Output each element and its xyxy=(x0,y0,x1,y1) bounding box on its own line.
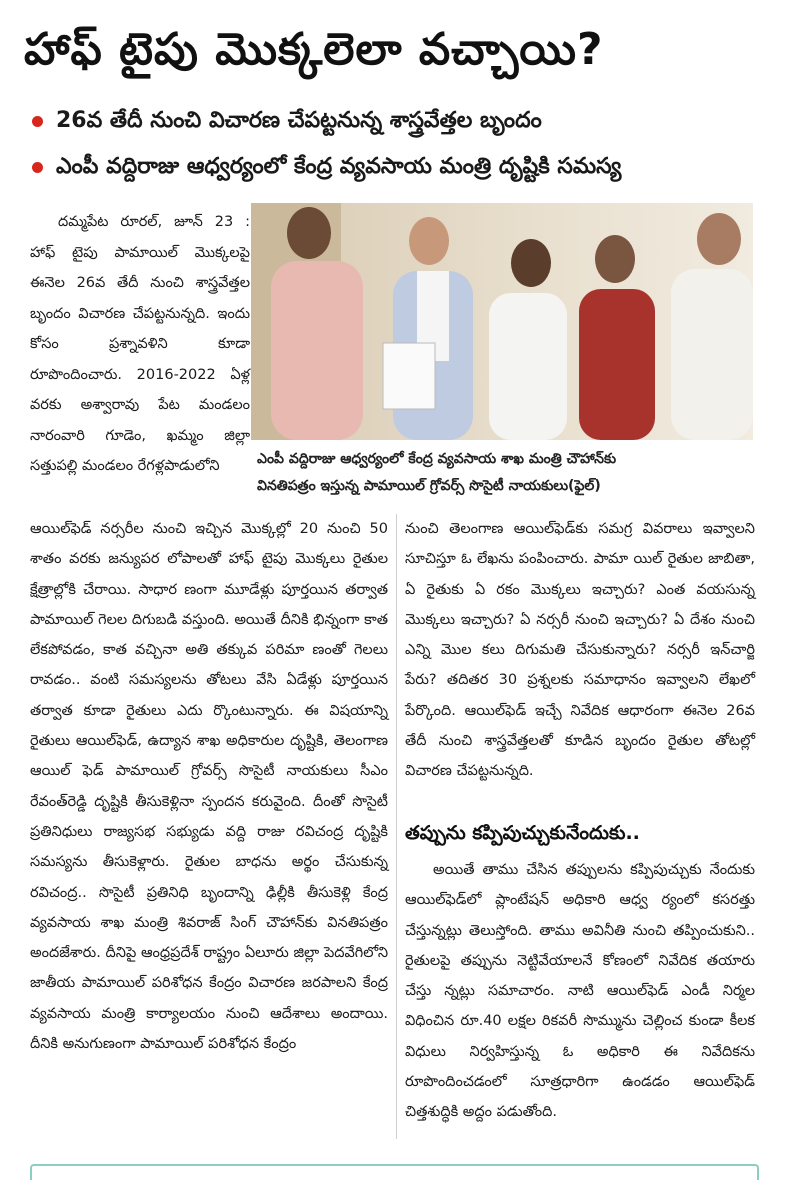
bottom-frame xyxy=(30,1164,759,1180)
photo-illustration xyxy=(251,203,753,440)
bullet-item xyxy=(30,144,770,190)
bullet-text: ఎంపీ వద్దిరాజు ఆధ్వర్యంలో కేంద్ర వ్యవసాయ మంత్రి దృష్టికి సమస్య xyxy=(56,154,622,179)
article-subheading: తప్పును కప్పిపుచ్చుకునేందుకు.. xyxy=(405,822,640,844)
caption-line-2: వినతిపత్రం ఇస్తున్న పామాయిల్ గ్రోవర్స్ సొసైటీ నాయకులు(ఫైల్) xyxy=(257,478,601,494)
article-intro xyxy=(30,207,250,482)
bullet-dot-icon xyxy=(32,116,43,127)
bullet-item xyxy=(30,98,770,144)
headline: హాఫ్ టైపు మొక్కలెలా వచ్చాయి? xyxy=(24,24,604,75)
bullet-dot-icon xyxy=(32,162,43,173)
column-divider xyxy=(396,514,397,1139)
intro-paragraph: దమ్మపేట రూరల్, జూన్ 23 : హాఫ్ టైపు పామాయిల్ మొక్కలపై ఈనెల 26వ తేదీ నుంచి శాస్త్రవేత్తల బృందం విచారణ చేపట్టనున్నది. ఇందు కోసం ప్రశ్నావళిని కూడా రూపొందించారు. 2016-2022 ఏళ్ల వరకు అశ్వారావు పేట మండలం నారంవారి గూడెం, ఖమ్మం జిల్లా సత్తుపల్లి మండలం రేగళ్లపాడులోని xyxy=(30,214,250,474)
article-left-column xyxy=(30,514,388,1059)
article-right-column-2 xyxy=(405,855,755,1128)
bullet-list xyxy=(30,98,770,190)
right-column-2-text: అయితే తాము చేసిన తప్పులను కప్పిపుచ్చుకు నేందుకు ఆయిల్‌ఫెడ్‌లో ప్లాంటేషన్ అధికారి ఆధ్వ ర్యంలో కసరత్తు చేస్తున్నట్లు తెలుస్తోంది. తాము అవినీతి నుంచి తప్పించుకుని.. రైతులపై తప్పును నెట్టివేయాలనే కోణంలో నివేదిక తయారు చేస్తు న్నట్లు సమాచారం. నాటి ఆయిల్‌ఫెడ్ ఎండీ నిర్మల విధించిన రూ.40 లక్షల రికవరీ సొమ్మును చెల్లించ కుండా కీలక విధులు నిర్వహిస్తున్న ఓ అధికారి ఈ నివేదికను రూపొందించడంలో సూత్రధారిగా ఉండడం ఆయిల్‌ఫెడ్ చిత్తశుద్ధికి అద్దం పడుతోంది. xyxy=(405,862,755,1121)
article-right-column xyxy=(405,514,755,787)
bullet-text: 26వ తేదీ నుంచి విచారణ చేపట్టనున్న శాస్త్రవేత్తల బృందం xyxy=(56,108,542,133)
left-column-text: ఆయిల్‌ఫెడ్ నర్సరీల నుంచి ఇచ్చిన మొక్కల్లో 20 నుంచి 50 శాతం వరకు జన్యుపర లోపాలతో హాఫ్ టైపు మొక్కలు రైతుల క్షేత్రాల్లోకి చేరాయి. సాధార ణంగా మూడేళ్లు పూర్తయిన తర్వాత పామాయిల్ గెలల దిగుబడి వస్తుంది. అయితే దీనికి భిన్నంగా కాత లేకపోవడం, కాత వచ్చినా అతి తక్కువ పరిమా ణంతో గెలలు రావడం.. వంటి సమస్యలను తోటలు వేసి ఏడేళ్లు పూర్తయిన తర్వాత కూడా రైతులు ఎదు ర్కొంటున్నారు. ఈ విషయాన్ని రైతులు ఆయిల్‌ఫెడ్, ఉద్యాన శాఖ అధికారుల దృష్టికి, తెలంగాణ ఆయిల్ ఫెడ్ పామాయిల్ గ్రోవర్స్ సొసైటీ నాయకులు సీఎం రేవంత్‌రెడ్డి దృష్టికి తీసుకెళ్లినా స్పందన కరువైంది. దీంతో సొసైటీ ప్రతినిధులు రాజ్యసభ సభ్యుడు వద్ది రాజు రవిచంద్ర దృష్టికి సమస్యను తీసుకెళ్లారు. రైతుల బాధను అర్థం చేసుకున్న రవిచంద్ర.. సొసైటీ ప్రతినిధి బృందాన్ని ఢిల్లీకి తీసుకెళ్లి కేంద్ర వ్యవసాయ శాఖ మంత్రి శివరాజ్ సింగ్ చౌహాన్‌కు వినతిపత్రం అందజేశారు. దీనిపై ఆంధ్రప్రదేశ్ రాష్ట్రం ఏలూరు జిల్లా పెదవేగిలోని జాతీయ పామాయిల్ పరిశోధన కేంద్రం విచారణ జరపాలని కేంద్ర వ్యవసాయ మంత్రి కార్యాలయం నుంచి ఆదేశాలు అందాయి. దీనికి అనుగుణంగా పామాయిల్ పరిశోధన కేంద్రం xyxy=(30,521,388,1053)
right-column-text: నుంచి తెలంగాణ ఆయిల్‌ఫెడ్‌కు సమగ్ర వివరాలు ఇవ్వాలని సూచిస్తూ ఓ లేఖను పంపించారు. పామా యిల్ రైతుల జాబితా, ఏ రైతుకు ఏ రకం మొక్కలు ఇచ్చారు? ఎంత వయసున్న మొక్కలు ఇచ్చారు? ఏ నర్సరీ నుంచి ఇచ్చారు? ఏ దేశం నుంచి ఎన్ని మొల కలు దిగుమతి చేసుకున్నారు? నర్సరీ ఇన్‌చార్జి పేరు? తదితర 30 ప్రశ్నలకు సమాధానం ఇవ్వాలని లేఖలో పేర్కొంది. ఆయిల్‌ఫెడ్ ఇచ్చే నివేదిక ఆధారంగా ఈనెల 26వ తేదీ నుంచి శాస్త్రవేత్తలతో కూడిన బృందం రైతుల తోటల్లో విచారణ చేపట్టనున్నది. xyxy=(405,521,755,780)
news-photo xyxy=(251,203,753,440)
caption-line-1: ఎంపీ వద్దిరాజు ఆధ్వర్యంలో కేంద్ర వ్యవసాయ శాఖ మంత్రి చౌహాన్‌కు xyxy=(257,451,617,467)
photo-caption xyxy=(257,446,753,500)
